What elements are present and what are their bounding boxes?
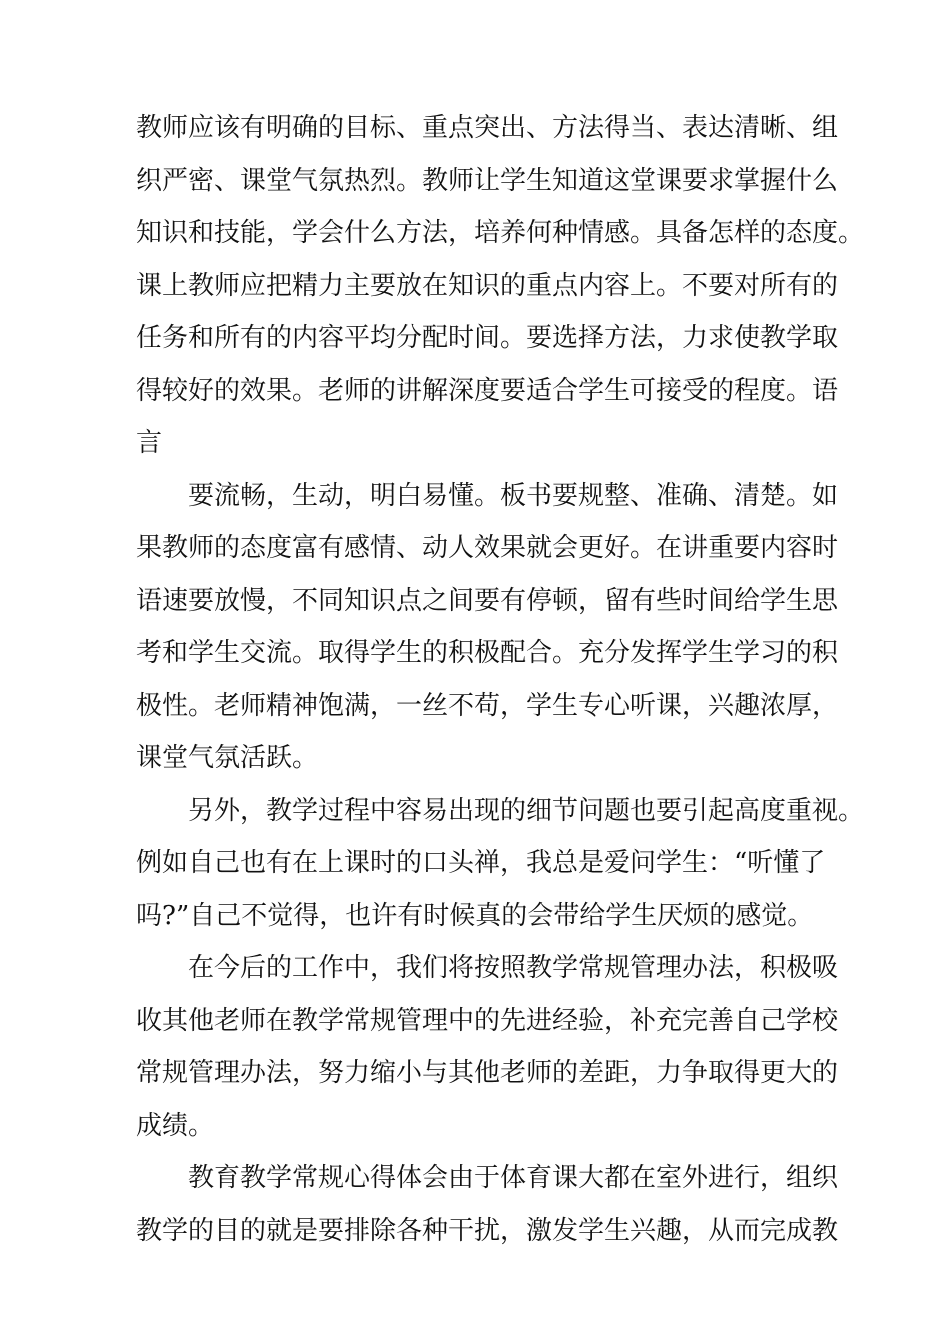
paragraph-5 — [136, 1152, 839, 1257]
text-line: 语速要放慢，不同知识点之间要有停顿，留有些时间给学生思 — [136, 585, 839, 616]
paragraph-4 — [136, 942, 839, 1152]
paragraph-2 — [136, 470, 839, 785]
text-line: 任务和所有的内容平均分配时间。要选择方法，力求使教学取 — [136, 323, 839, 353]
paragraph-1 — [136, 102, 865, 470]
text-line: 教师应该有明确的目标、重点突出、方法得当、表达清晰、组 — [136, 113, 839, 143]
text-line: 例如自己也有在上课时的口头禅，我总是爱问学生：“听懂了 — [136, 848, 826, 878]
document-body — [136, 102, 865, 1257]
text-line: 课堂气氛活跃。 — [136, 743, 319, 773]
text-line: 言 — [136, 428, 163, 458]
text-line: 果教师的态度富有感情、动人效果就会更好。在讲重要内容时 — [136, 533, 839, 563]
text-line: 要流畅，生动，明白易懂。板书要规整、准确、清楚。如 — [188, 480, 839, 511]
paragraph-3 — [136, 785, 865, 943]
text-line: 成绩。 — [136, 1110, 215, 1141]
text-line: 极性。老师精神饱满，一丝不苟，学生专心听课，兴趣浓厚， — [136, 690, 839, 721]
text-line: 吗?”自己不觉得，也许有时候真的会带给学生厌烦的感觉。 — [136, 900, 814, 931]
text-line: 教育教学常规心得体会由于体育课大都在室外进行，组织 — [188, 1163, 839, 1193]
text-line: 另外，教学过程中容易出现的细节问题也要引起高度重视。 — [188, 795, 865, 826]
text-line: 常规管理办法，努力缩小与其他老师的差距，力争取得更大的 — [136, 1058, 839, 1088]
text-line: 课上教师应把精力主要放在知识的重点内容上。不要对所有的 — [136, 270, 839, 301]
text-line: 在今后的工作中，我们将按照教学常规管理办法，积极吸 — [188, 953, 839, 983]
text-line: 收其他老师在教学常规管理中的先进经验，补充完善自己学校 — [136, 1005, 839, 1036]
text-line: 得较好的效果。老师的讲解深度要适合学生可接受的程度。语 — [136, 375, 839, 406]
text-line: 教学的目的就是要排除各种干扰，激发学生兴趣，从而完成教 — [136, 1215, 839, 1246]
text-line: 知识和技能，学会什么方法，培养何种情感。具备怎样的态度。 — [136, 218, 865, 248]
text-line: 织严密、课堂气氛热烈。教师让学生知道这堂课要求掌握什么 — [136, 165, 839, 196]
text-line: 考和学生交流。取得学生的积极配合。充分发挥学生学习的积 — [136, 638, 839, 668]
